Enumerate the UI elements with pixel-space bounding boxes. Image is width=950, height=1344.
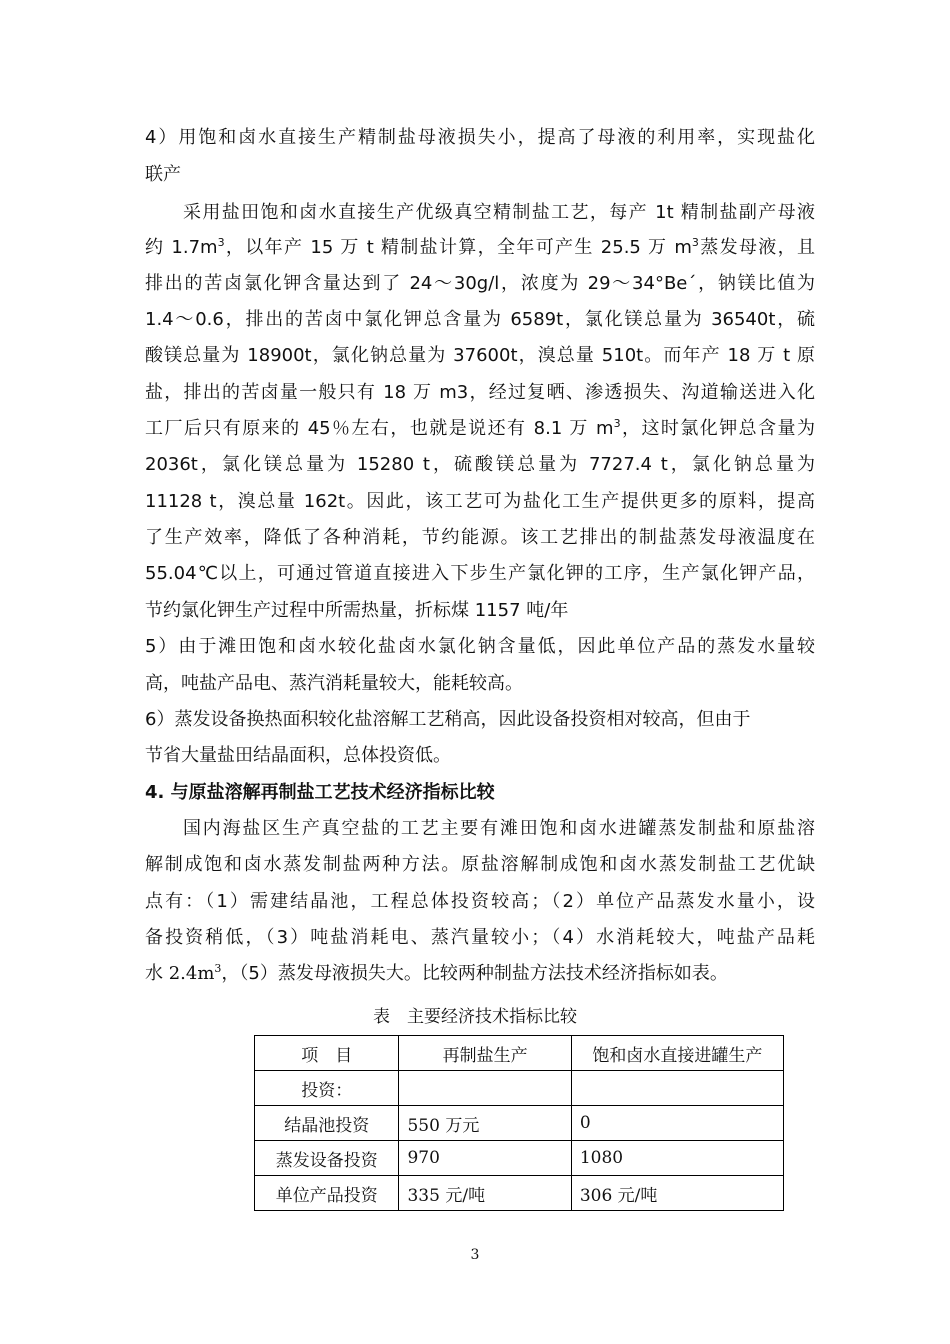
paragraph-main-line-1: 采用盐田饱和卤水直接生产优级真空精制盐工艺，每产 1t 精制盐副产母液	[183, 202, 815, 223]
section-heading: 4. 与原盐溶解再制盐工艺技术经济指标比较	[145, 782, 495, 803]
table-cell: 单位产品投资	[255, 1176, 399, 1211]
table-cell: 结晶池投资	[255, 1106, 399, 1141]
paragraph-main-line-12: 节约氯化钾生产过程中所需热量，折标煤 1157 吨/年	[145, 600, 569, 621]
table-cell: 306 元/吨	[571, 1176, 783, 1211]
text-fragment: 约 1.7m	[145, 237, 218, 258]
text-fragment: 工厂后只有原来的 45％左右，也就是说还有 8.1 万 m	[145, 418, 614, 439]
table-cell: 0	[571, 1106, 783, 1141]
paragraph-compare-line-4: 备投资稍低，（3）吨盐消耗电、蒸汽量较小；（4）水消耗较大，吨盐产品耗	[145, 927, 815, 948]
paragraph-5-line-1: 5）由于滩田饱和卤水较化盐卤水氯化钠含量低，因此单位产品的蒸发水量较	[145, 636, 815, 657]
table-cell: 970	[399, 1141, 571, 1176]
table-cell: 335 元/吨	[399, 1176, 571, 1211]
paragraph-main-line-7	[145, 417, 815, 441]
table-cell: 550 万元	[399, 1106, 571, 1141]
paragraph-main-line-9: 11128 t，溴总量 162t。因此，该工艺可为盐化工生产提供更多的原料，提高	[145, 491, 815, 512]
text-fragment: ，这时氯化钾总含量为	[620, 418, 816, 439]
paragraph-main-line-11: 55.04℃以上，可通过管道直接进入下步生产氯化钾的工序，生产氯化钾产品，	[145, 563, 815, 584]
superscript: 3	[214, 962, 222, 975]
paragraph-6-line-1: 6）蒸发设备换热面积较化盐溶解工艺稍高，因此设备投资相对较高，但由于	[145, 709, 751, 730]
table-row	[255, 1106, 784, 1141]
paragraph-compare-line-2: 解制成饱和卤水蒸发制盐两种方法。原盐溶解制成饱和卤水蒸发制盐工艺优缺	[145, 854, 815, 875]
table-cell: 蒸发设备投资	[255, 1141, 399, 1176]
table-cell	[571, 1071, 783, 1106]
paragraph-5-line-2: 高，吨盐产品电、蒸汽消耗量较大，能耗较高。	[145, 673, 523, 694]
paragraph-compare-line-1: 国内海盐区生产真空盐的工艺主要有滩田饱和卤水进罐蒸发制盐和原盐溶	[183, 818, 815, 839]
table-row	[255, 1176, 784, 1211]
text-fragment: ，（5）蒸发母液损失大。比较两种制盐方法技术经济指标如表。	[221, 963, 728, 984]
superscript: 3	[691, 236, 699, 249]
table-row	[255, 1141, 784, 1176]
paragraph-main-line-2	[145, 236, 815, 260]
table-header-cell: 再制盐生产	[399, 1036, 571, 1071]
superscript: 3	[217, 236, 225, 249]
table-cell: 1080	[571, 1141, 783, 1176]
text-fragment: 蒸发母液，且	[698, 237, 815, 258]
table-caption: 表 主要经济技术指标比较	[373, 1007, 577, 1027]
paragraph-main-line-6: 盐，排出的苦卤量一般只有 18 万 m3，经过复晒、渗透损失、沟道输送进入化	[145, 382, 815, 403]
table-cell: 投资：	[255, 1071, 399, 1106]
paragraph-main-line-3: 排出的苦卤氯化钾含量达到了 24～30g/l，浓度为 29～34°Be´，钠镁比值为	[145, 273, 815, 294]
paragraph-compare-line-5	[145, 962, 815, 986]
superscript: 3	[613, 417, 621, 430]
paragraph-main-line-4: 1.4～0.6，排出的苦卤中氯化钾总含量为 6589t，氯化镁总量为 36540t，硫	[145, 309, 815, 330]
paragraph-main-line-8: 2036t，氯化镁总量为 15280 t，硫酸镁总量为 7727.4 t，氯化钠总量为	[145, 454, 815, 475]
table-header-row	[255, 1036, 784, 1071]
paragraph-4-line-2: 联产	[145, 164, 181, 185]
paragraph-main-line-10: 了生产效率，降低了各种消耗，节约能源。该工艺排出的制盐蒸发母液温度在	[145, 527, 815, 548]
comparison-table	[254, 1035, 784, 1211]
table-row	[255, 1071, 784, 1106]
paragraph-4-line-1: 4）用饱和卤水直接生产精制盐母液损失小，提高了母液的利用率，实现盐化	[145, 127, 815, 148]
table-header-cell: 项 目	[255, 1036, 399, 1071]
table-header-cell: 饱和卤水直接进罐生产	[571, 1036, 783, 1071]
table-cell	[399, 1071, 571, 1106]
paragraph-6-line-2: 节省大量盐田结晶面积，总体投资低。	[145, 745, 451, 766]
text-fragment: ，以年产 15 万 t 精制盐计算，全年可产生 25.5 万 m	[224, 237, 692, 258]
page-number: 3	[470, 1247, 480, 1263]
paragraph-main-line-5: 酸镁总量为 18900t，氯化钠总量为 37600t，溴总量 510t。而年产 18 万 t 原	[145, 345, 815, 366]
paragraph-compare-line-3: 点有：（1）需建结晶池，工程总体投资较高；（2）单位产品蒸发水量小，设	[145, 891, 815, 912]
text-fragment: 水 2.4m	[145, 963, 215, 984]
